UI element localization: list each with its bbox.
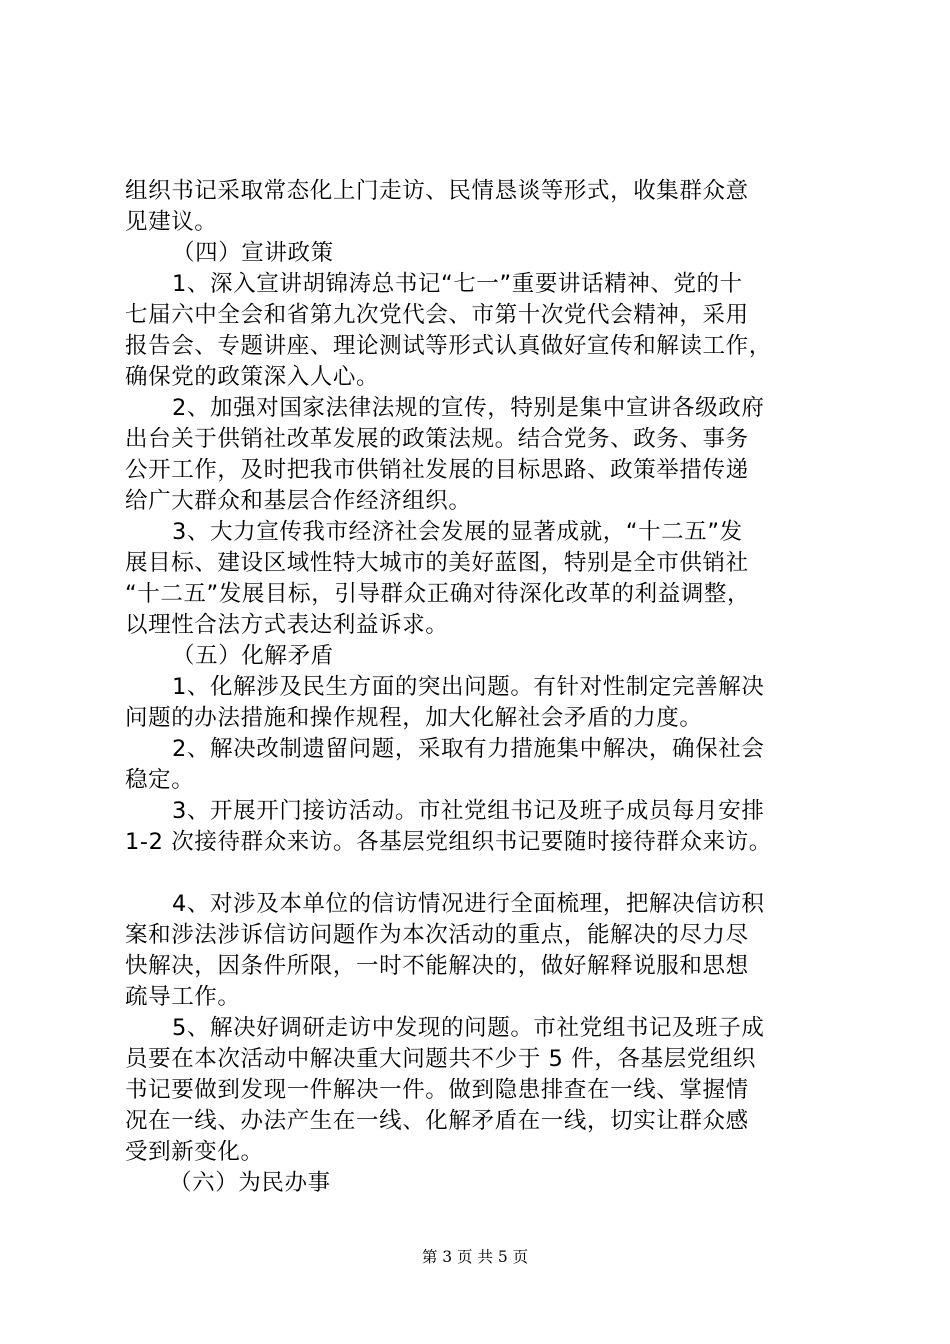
body-line: 书记要做到发现一件解决一件。做到隐患排查在一线、掌握情 bbox=[125, 1077, 749, 1103]
body-line: 员要在本次活动中解决重大问题共不少于 5 件，各基层党组织 bbox=[125, 1046, 757, 1072]
section-heading: （五）化解矛盾 bbox=[172, 643, 334, 669]
body-line: 问题的办法措施和操作规程，加大化解社会矛盾的力度。 bbox=[125, 705, 703, 731]
body-line: 见建议。 bbox=[125, 209, 218, 235]
body-line: 1、化解涉及民生方面的突出问题。有针对性制定完善解决 bbox=[172, 674, 765, 700]
body-line: 七届六中全会和省第九次党代会、市第十次党代会精神，采用 bbox=[125, 302, 749, 328]
body-line: 组织书记采取常态化上门走访、民情恳谈等形式，收集群众意 bbox=[125, 178, 749, 204]
body-line: 案和涉法涉诉信访问题作为本次活动的重点，能解决的尽力尽 bbox=[125, 922, 749, 948]
body-line: 况在一线、办法产生在一线、化解矛盾在一线，切实让群众感 bbox=[125, 1108, 749, 1134]
body-line: 快解决，因条件所限，一时不能解决的，做好解释说服和思想 bbox=[125, 953, 749, 979]
body-line: “十二五”发展目标，引导群众正确对待深化改革的利益调整， bbox=[125, 581, 751, 607]
body-line: 给广大群众和基层合作经济组织。 bbox=[125, 488, 472, 514]
body-line: 3、开展开门接访活动。市社党组书记及班子成员每月安排 bbox=[172, 798, 765, 824]
section-heading: （四）宣讲政策 bbox=[172, 240, 334, 266]
body-line: 展目标、建设区域性特大城市的美好蓝图，特别是全市供销社 bbox=[125, 550, 749, 576]
body-line: 2、解决改制遗留问题，采取有力措施集中解决，确保社会 bbox=[172, 736, 765, 762]
body-line: 5、解决好调研走访中发现的问题。市社党组书记及班子成 bbox=[172, 1015, 765, 1041]
body-line: 以理性合法方式表达利益诉求。 bbox=[125, 612, 449, 638]
body-line: 2、加强对国家法律法规的宣传，特别是集中宣讲各级政府 bbox=[172, 395, 765, 421]
section-heading: （六）为民办事 bbox=[169, 1170, 331, 1196]
body-line: 受到新变化。 bbox=[125, 1139, 264, 1165]
page-number-footer: 第 3 页 共 5 页 bbox=[421, 1248, 529, 1266]
body-line: 疏导工作。 bbox=[125, 984, 241, 1010]
body-line: 确保党的政策深入人心。 bbox=[125, 364, 380, 390]
blank-line bbox=[125, 858, 837, 889]
body-line: 公开工作，及时把我市供销社发展的目标思路、政策举措传递 bbox=[125, 457, 749, 483]
document-body bbox=[125, 176, 837, 1199]
body-line: 出台关于供销社改革发展的政策法规。结合党务、政务、事务 bbox=[125, 426, 749, 452]
body-line: 1-2 次接待群众来访。各基层党组织书记要随时接待群众来访。 bbox=[125, 829, 772, 855]
body-line: 4、对涉及本单位的信访情况进行全面梳理，把解决信访积 bbox=[172, 891, 765, 917]
body-line: 1、深入宣讲胡锦涛总书记“七一”重要讲话精神、党的十 bbox=[172, 271, 743, 297]
body-line: 3、大力宣传我市经济社会发展的显著成就，“十二五”发 bbox=[172, 519, 743, 545]
body-line: 报告会、专题讲座、理论测试等形式认真做好宣传和解读工作， bbox=[125, 333, 772, 359]
body-line: 稳定。 bbox=[125, 767, 195, 793]
